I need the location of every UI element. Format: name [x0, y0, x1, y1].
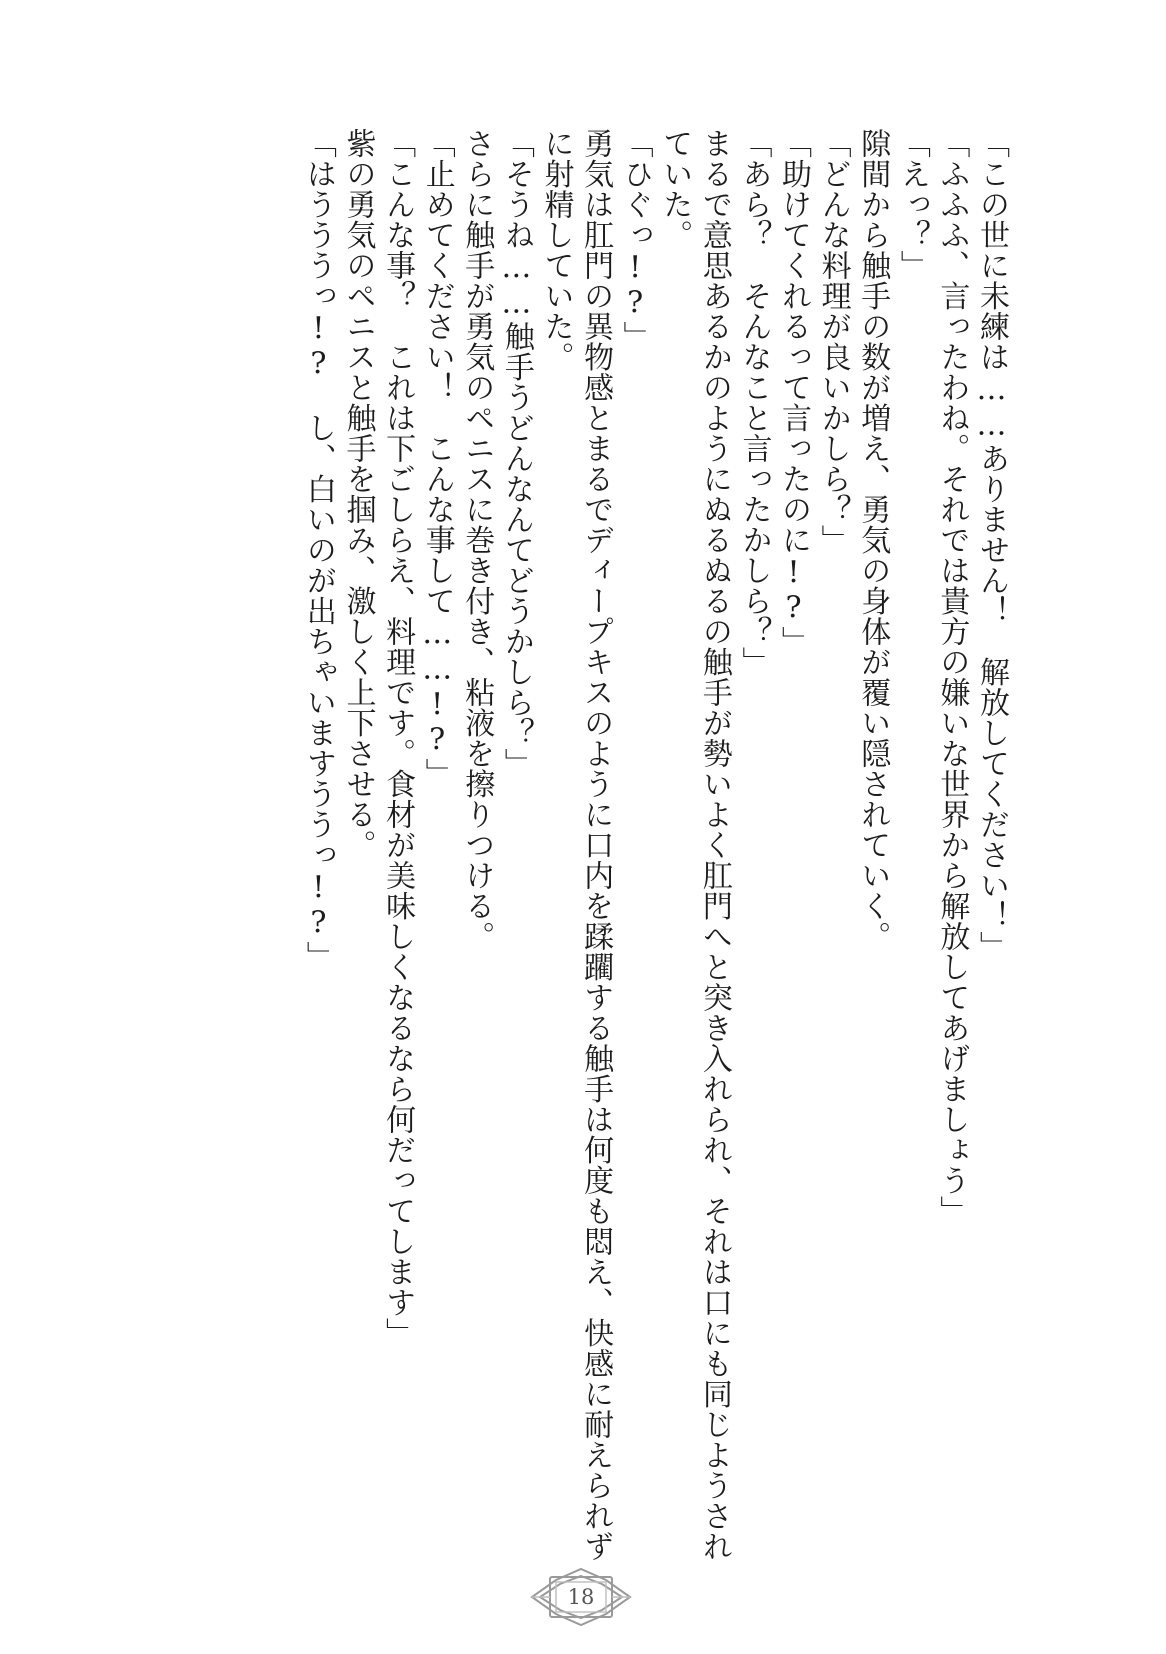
text-line: 隙間から触手の数が増え、勇気の身体が覆い隠されていく。 — [855, 128, 891, 952]
text-line: 「こんな事？ これは下ごしらえ、料理です。食材が美味しくなるなら何だってします」 — [380, 128, 416, 1348]
text-line: 勇気は肛門の異物感とまるでディープキスのように口内を蹂躙する触手は何度も悶え、快感に耐えられず — [578, 128, 614, 1562]
text-line: 「はうううっ!? し、白いのが出ちゃいますううっ!?」 — [300, 128, 336, 972]
text-line: 「この世に未練は……ありません！ 解放してください！」 — [974, 128, 1009, 962]
text-line: 「あら？ そんなこと言ったかしら？」 — [736, 128, 772, 677]
text-line: 「どんな料理が良いかしら？」 — [815, 128, 851, 555]
page-number-badge — [526, 1566, 636, 1628]
text-line: 「えっ？」 — [894, 128, 930, 281]
text-line: まるで意思あるかのようにぬるぬるの触手が勢いよく肛門へと突き入れられ、それは口にも同じようされ — [696, 128, 732, 1562]
text-line: 「そうね……触手うどんなんてどうかしら？」 — [498, 128, 534, 779]
page-number: 18 — [567, 1585, 595, 1609]
text-line: に射精していた。 — [538, 128, 574, 372]
text-line: 「助けてくれるって言ったのに!?」 — [776, 128, 812, 657]
vertical-text-body — [298, 128, 1011, 1562]
text-line: ていた。 — [657, 128, 693, 250]
text-line: 「止めてください！ こんな事して……!?」 — [419, 128, 455, 789]
text-line: さらに触手が勇気のペニスに巻き付き、粘液を擦りつける。 — [459, 128, 495, 952]
text-line: 「ひぐっ!?」 — [617, 128, 653, 352]
text-line: 「ふふふ、言ったわね。それでは貴方の嫌いな世界から解放してあげましょう」 — [934, 128, 970, 1226]
text-line: 紫の勇気のペニスと触手を掴み、激しく上下させる。 — [340, 128, 376, 860]
